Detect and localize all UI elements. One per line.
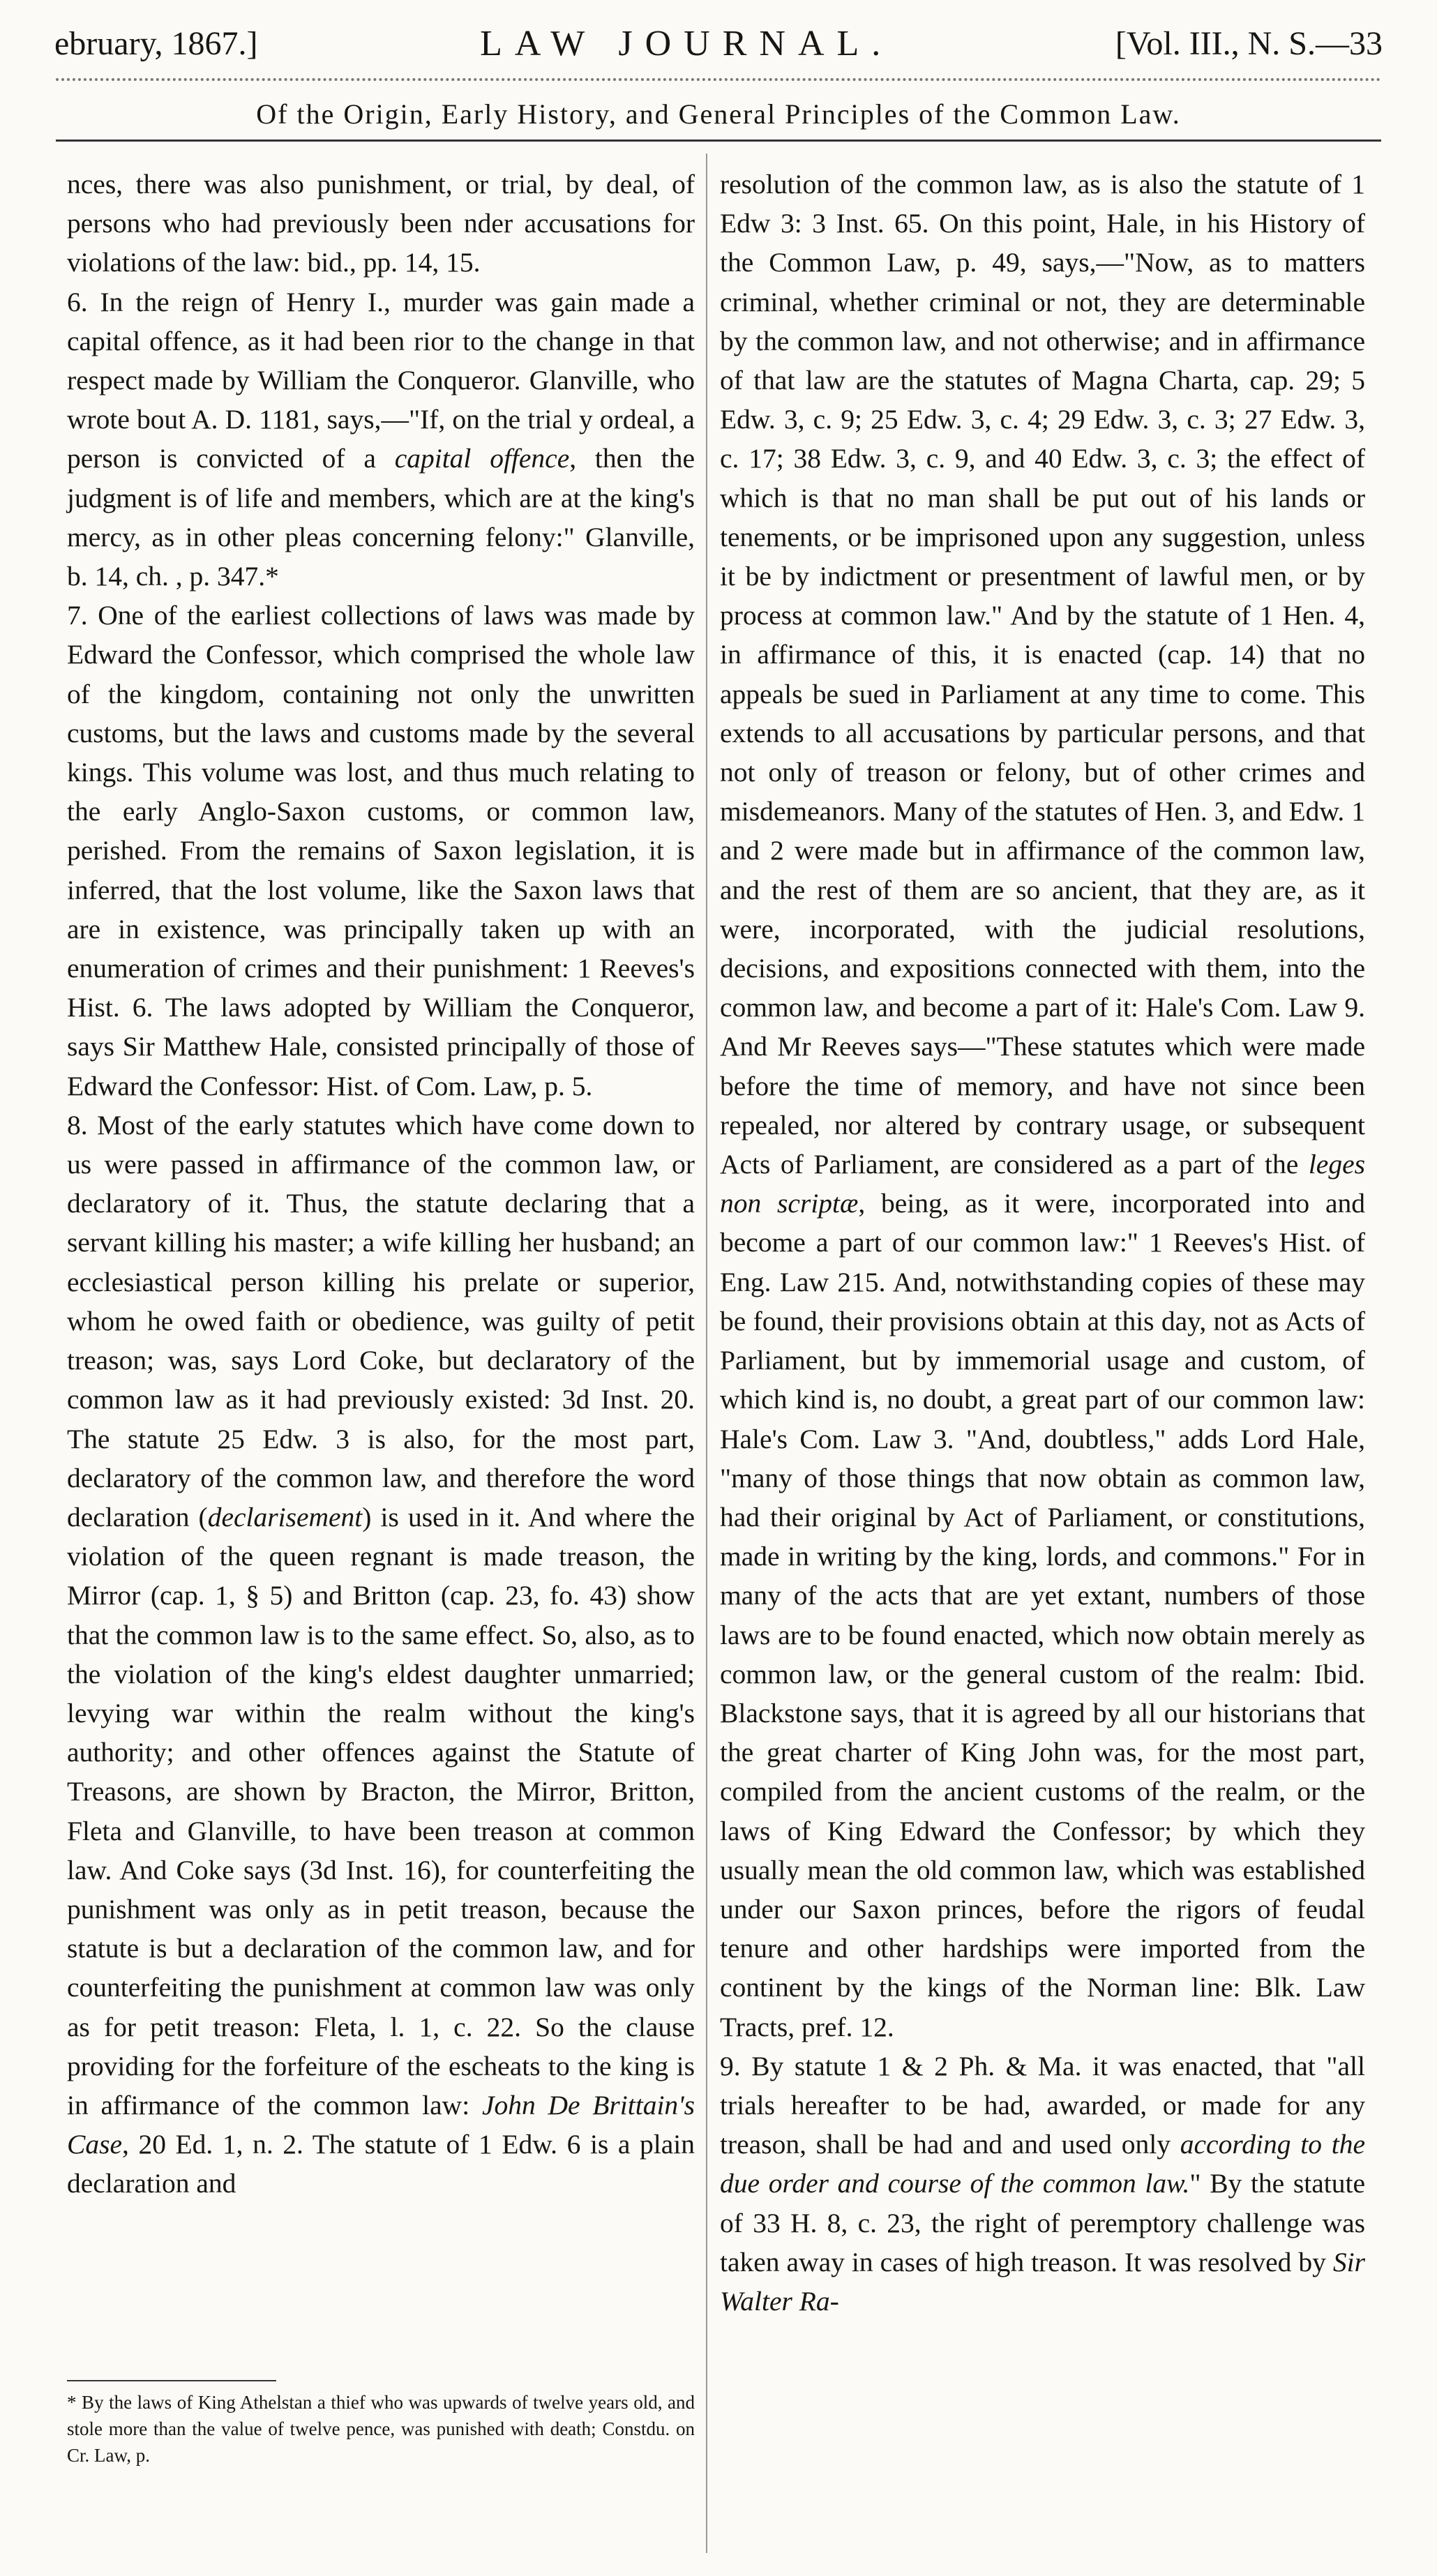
footnote-rule bbox=[67, 2380, 276, 2381]
header-volume: [Vol. III., N. S.—33 bbox=[1115, 24, 1383, 62]
section-title: Of the Origin, Early History, and General Principles of the Common Law. bbox=[256, 98, 1181, 130]
paragraph-continued: resolution of the common law, as is also the statute of 1 Edw 3: 3 Inst. 65. On this point, Hale, in his History of the Common Law, p. 49, says,—"Now, as to matters criminal, whether criminal or not, they are determinable by the common law, and not otherwise; and in affirmance of that law are the statutes of Magna Charta, cap. 29; 5 Edw. 3, c. 9; 25 Edw. 3, c. 4; 29 Edw. 3, c. 3; 27 Edw. 3, c. 17; 38 Edw. 3, c. 9, and 40 Edw. 3, c. 3; the effect of which is that no man shall be put out of his lands or tenements, or be imprisoned upon any suggestion, unless it be by indictment or presentment of lawful men, or by process at common law." And by the statute of 1 Hen. 4, in affirmance of this, it is enacted (cap. 14) that no appeals be sued in Parliament at any time to come. This extends to all accusations by particular persons, and that not only of treason or felony, but of other crimes and misdemeanors. Many of the statutes of Hen. 3, and Edw. 1 and 2 were made but in affirmance of the common law, and the rest of them are so ancient, that they are, as it were, incorporated, with the judicial resolutions, decisions, and expositions connected with them, into the common law, and become a part of it: Hale's Com. Law 9. And Mr Reeves says—"These statutes which were made before the time of memory, and have not since been repealed, nor altered by contrary usage, or subsequent Acts of Parliament, are considered as a part of the leges non scriptæ, being, as it were, incorporated into and become a part of our common law:" 1 Reeves's Hist. of Eng. Law 215. And, notwithstanding copies of these may be found, their provisions obtain at this day, not as Acts of Parliament, but by immemorial usage and custom, of which kind is, no doubt, a great part of our common law: Hale's Com. Law 3. "And, doubtless," adds Lord Hale, "many of those things that now obtain as common law, had their original by Act of Parliament, or constitutions, made in writing by the king, lords, and commons." For in many of the acts that are yet extant, numbers of those laws are to be found enacted, which now obtain merely as common law, or the general custom of the realm: Ibid. Blackstone says, that it is agreed by all our historians that the great charter of King John was, for the most part, compiled from the ancient customs of the realm, or the laws of King Edward the Confessor; by which they usually mean the old common law, which was established under our Saxon princes, before the rigors of feudal tenure and other hardships were imported from the continent by the kings of the Norman line: Blk. Law Tracts, pref. 12. bbox=[720, 169, 1365, 2042]
journal-title: LAW JOURNAL. bbox=[480, 23, 894, 63]
right-column bbox=[720, 165, 1365, 2321]
paragraph-7: 7. One of the earliest collections of laws was made by Edward the Confessor, which comprised the whole law of the kingdom, containing not only the unwritten customs, but the laws and customs made by the several kings. This volume was lost, and thus much relating to the early Anglo-Saxon customs, or common law, perished. From the remains of Saxon legislation, it is inferred, that the lost volume, like the Saxon laws that are in existence, was principally taken up with an enumeration of crimes and their punishment: 1 Reeves's Hist. 6. The laws adopted by William the Conqueror, says Sir Matthew Hale, consisted principally of those of Edward the Confessor: Hist. of Com. Law, p. 5. bbox=[67, 600, 695, 1101]
header-date: ebruary, 1867.] bbox=[54, 24, 258, 62]
left-column bbox=[67, 165, 695, 2204]
paragraph-8: 8. Most of the early statutes which have come down to us were passed in affirmance of the common law, or declaratory of it. Thus, the statute declaring that a servant killing his master; a wife killing her husband; an ecclesiastical person killing his prelate or superior, whom he owed faith or obedience, was guilty of petit treason; was, says Lord Coke, but declaratory of the common law as it had previously existed: 3d Inst. 20. The statute 25 Edw. 3 is also, for the most part, declaratory of the common law, and therefore the word declaration (declarisement) is used in it. And where the violation of the queen regnant is made treason, the Mirror (cap. 1, § 5) and Britton (cap. 23, fo. 43) show that the common law is to the same effect. So, also, as to the violation of the king's eldest daughter unmarried; levying war within the realm without the king's authority; and other offences against the Statute of Treasons, are shown by Bracton, the Mirror, Britton, Fleta and Glanville, to have been treason at common law. And Coke says (3d Inst. 16), for counterfeiting the punishment was only as in petit treason, because the statute is but a declaration of the common law, and for counterfeiting the punishment at common law was only as for petit treason: Fleta, l. 1, c. 22. So the clause providing for the forfeiture of the escheats to the king is in affirmance of the common law: John De Brittain's Case, 20 Ed. 1, n. 2. The statute of 1 Edw. 6 is a plain declaration and bbox=[67, 1109, 695, 2199]
paragraph-6: 6. In the reign of Henry I., murder was gain made a capital offence, as it had been rior to the change in that respect made by William the Conqueror. Glanville, who wrote bout A. D. 1181, says,—"If, on the trial y ordeal, a person is convicted of a capital offence, then the judgment is of life and members, which are at the king's mercy, as in other pleas concerning felony:" Glanville, b. 14, ch. , p. 347.* bbox=[67, 286, 695, 592]
header-divider bbox=[56, 78, 1381, 81]
paragraph: nces, there was also punishment, or trial, by deal, of persons who had previously been nder accusations for violations of the law: bid., pp. 14, 15. bbox=[67, 169, 695, 278]
paragraph-9: 9. By statute 1 & 2 Ph. & Ma. it was enacted, that "all trials hereafter to be had, awarded, or made for any treason, shall be had and and used only according to the due order and course of the common law." By the statute of 33 H. 8, c. 23, the right of peremptory challenge was taken away in cases of high treason. It was resolved by Sir Walter Ra- bbox=[720, 2050, 1365, 2317]
running-head bbox=[54, 15, 1383, 71]
footnote: * By the laws of King Athelstan a thief who was upwards of twelve years old, and stole more than the value of twelve pence, was punished with death; Constdu. on Cr. Law, p. bbox=[67, 2392, 695, 2466]
column-divider bbox=[706, 153, 707, 2553]
title-rule bbox=[56, 140, 1381, 142]
